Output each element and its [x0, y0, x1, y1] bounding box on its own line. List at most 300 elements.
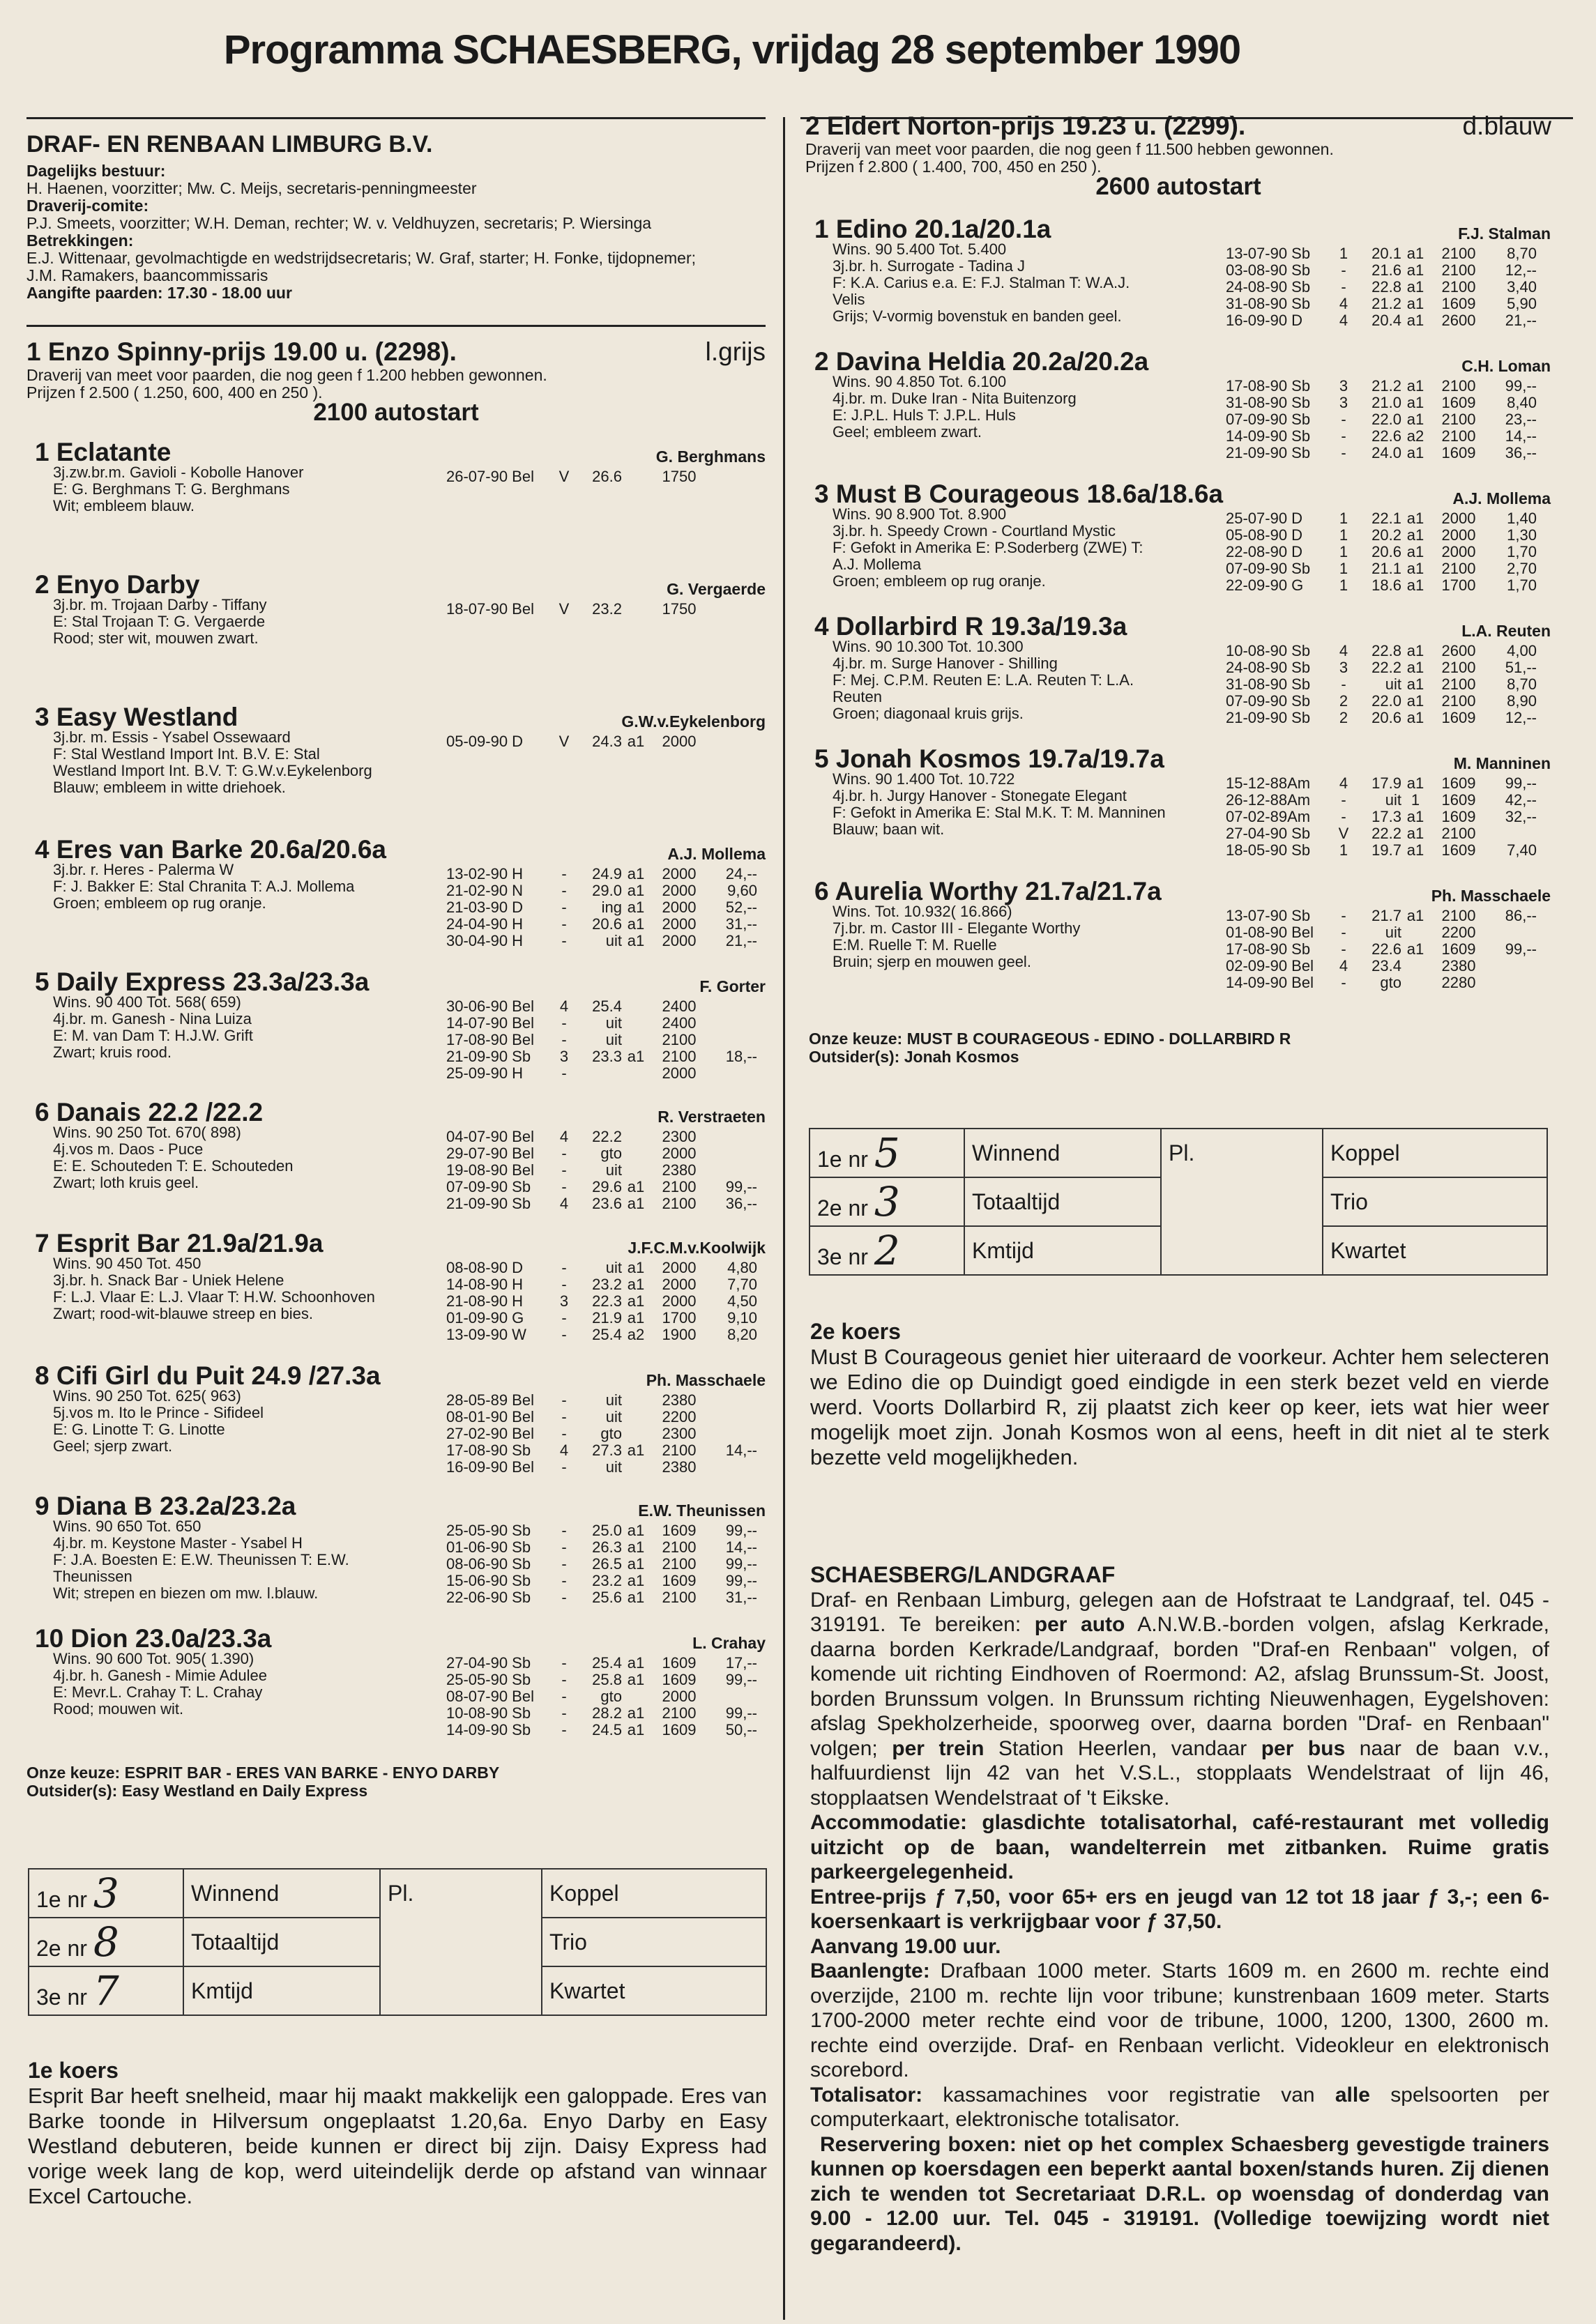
result-cell [708, 1425, 757, 1442]
result-cell: 22.8 [1371, 642, 1401, 659]
race2-distance: 2600 autostart [1095, 173, 1261, 200]
result-cell: 21-08-90 H [446, 1292, 524, 1310]
result-cell: 2000 [662, 882, 697, 899]
result-cell: 28-05-89 Bel [446, 1391, 534, 1409]
result-cell: 07-09-90 Sb [1226, 692, 1311, 710]
result-cell: 2000 [1441, 543, 1476, 560]
result-cell: 14-07-90 Bel [446, 1014, 534, 1032]
race2-hand-2[interactable]: 3 [874, 1178, 900, 1225]
result-cell: 13-07-90 Sb [1226, 245, 1311, 262]
result-cell: 16-09-90 Bel [446, 1458, 534, 1476]
result-cell: 8,70 [1507, 675, 1537, 693]
result-cell: 25.0 [592, 1522, 622, 1539]
result-cell: 23,-- [1505, 411, 1537, 428]
result-cell: - [561, 1538, 567, 1556]
result-row [1226, 428, 1537, 445]
result-row [446, 1556, 757, 1573]
result-row [1226, 527, 1537, 544]
result-cell: 25.4 [592, 1654, 622, 1672]
race1-winnend: Winnend [183, 1869, 380, 1918]
result-cell: - [1341, 808, 1346, 825]
race2-kmtijd: Kmtijd [964, 1226, 1161, 1275]
result-cell: 07-09-90 Sb [446, 1178, 531, 1195]
horse-entry [814, 480, 1551, 594]
race1-distance: 2100 autostart [313, 399, 479, 426]
result-cell: 1609 [662, 1572, 697, 1589]
horse-entry [814, 215, 1551, 329]
result-row [1226, 693, 1537, 710]
horse-name: 10 Dion 23.0a/23.3a [35, 1624, 272, 1653]
horse-info-line: F: Stal Westland Import Int. B.V. E: Stal [53, 745, 320, 763]
result-cell: 10-08-90 Sb [446, 1704, 531, 1722]
horse-entry [35, 438, 766, 514]
result-cell: 25.8 [592, 1671, 622, 1688]
result-cell: 36,-- [1505, 444, 1537, 461]
result-cell [622, 601, 650, 618]
horse-info-line: Blauw; embleem in witte driehoek. [53, 779, 286, 796]
result-cell: 2000 [662, 932, 697, 949]
result-cell: 2100 [1441, 411, 1476, 428]
result-cell [1488, 924, 1537, 941]
result-cell: 12,-- [1505, 709, 1537, 726]
result-cell: - [561, 1178, 567, 1195]
result-row [446, 1260, 757, 1276]
result-cell: 2100 [662, 1195, 697, 1212]
result-cell: - [1341, 791, 1346, 809]
result-cell: 99,-- [1505, 940, 1537, 958]
result-cell: 2100 [662, 1704, 697, 1722]
horse-info-line: Groen; embleem op rug oranje. [833, 572, 1046, 590]
result-cell: 29-07-90 Bel [446, 1145, 534, 1162]
result-cell: 4 [559, 1128, 569, 1145]
result-cell: a1 [1406, 245, 1424, 262]
horse-info-line: 7j.br. m. Castor III - Elegante Worthy [833, 919, 1081, 937]
result-cell: 15-06-90 Sb [446, 1572, 531, 1589]
result-cell: - [1341, 924, 1346, 941]
result-cell: 2100 [662, 1555, 697, 1573]
result-cell: 14-09-90 Sb [446, 1721, 531, 1738]
result-row [446, 1032, 757, 1048]
result-cell: 22.6 [1371, 427, 1401, 445]
result-cell: 2100 [1441, 278, 1476, 296]
result-cell: 27-04-90 Sb [1226, 825, 1311, 842]
result-cell: 1 [1339, 543, 1348, 560]
result-row [1226, 825, 1537, 842]
horse-info-line: F: K.A. Carius e.a. E: F.J. Stalman T: W.A.J. [833, 274, 1130, 291]
horse-info-line: E: J.P.L. Huls T: J.P.L. Huls [833, 406, 1016, 424]
result-cell: 99,-- [1505, 774, 1537, 792]
result-cell: 50,-- [725, 1721, 757, 1738]
result-cell: 2000 [662, 1145, 697, 1162]
result-cell [708, 1129, 757, 1145]
horse-info-line: 4j.br. m. Duke Iran - Nita Buitenzorg [833, 390, 1077, 407]
info-tot-c: spelsoorten per computerkaart, elektronische totalisator. [810, 2083, 1549, 2131]
result-cell: 1700 [1441, 576, 1476, 594]
result-cell: 2100 [1441, 377, 1476, 395]
result-cell: 01-06-90 Sb [446, 1538, 531, 1556]
result-cell: - [561, 899, 567, 916]
result-cell: a1 [1406, 394, 1424, 411]
result-cell [622, 1688, 650, 1705]
result-cell: 21-09-90 Sb [446, 1048, 531, 1065]
result-row [1226, 411, 1537, 428]
result-cell: - [561, 1259, 567, 1276]
result-cell: 2000 [662, 1292, 697, 1310]
result-cell: 22.0 [1371, 692, 1401, 710]
result-cell: 2000 [662, 733, 697, 750]
result-cell: 2 [1339, 709, 1348, 726]
result-cell: - [561, 1145, 567, 1162]
result-row [1226, 510, 1537, 527]
result-cell: 2300 [662, 1128, 697, 1145]
result-cell: 17-08-90 Bel [446, 1031, 534, 1048]
result-row [446, 1655, 757, 1672]
horse-info-line: Rood; ster wit, mouwen zwart. [53, 629, 259, 647]
result-cell: uit [605, 1458, 622, 1476]
result-cell: uit [605, 1259, 622, 1276]
result-cell: 01-08-90 Bel [1226, 924, 1314, 941]
race2-prizes: Prijzen f 2.800 ( 1.400, 700, 450 en 250 ). [805, 158, 1102, 176]
result-cell: 17-08-90 Sb [1226, 940, 1311, 958]
result-cell: 18-05-90 Sb [1226, 841, 1311, 859]
result-cell: 2000 [1441, 526, 1476, 544]
result-cell: a1 [1406, 526, 1424, 544]
result-cell: 26-07-90 Bel [446, 468, 534, 485]
result-cell: - [561, 1522, 567, 1539]
result-cell: 22.2 [1371, 659, 1401, 676]
result-cell: 25-05-90 Sb [446, 1522, 531, 1539]
result-cell: 1609 [1441, 295, 1476, 312]
race2-kwartet: Kwartet [1323, 1226, 1547, 1275]
result-cell: 18-07-90 Bel [446, 600, 534, 618]
result-cell: 2100 [662, 1442, 697, 1459]
race2-row1-label: 1e nr [817, 1147, 868, 1172]
race2-winnend: Winnend [964, 1129, 1161, 1177]
result-cell: uit [605, 932, 622, 949]
result-cell: 8,70 [1507, 245, 1537, 262]
horse-entry [35, 835, 766, 949]
horse-info-line: 4j.br. m. Keystone Master - Ysabel H [53, 1534, 303, 1552]
result-cell: a1 [1406, 940, 1424, 958]
horse-results-table [446, 1392, 757, 1476]
horse-results-table [1226, 908, 1537, 991]
result-cell: a1 [627, 1522, 645, 1539]
horse-trainer: C.H. Loman [1461, 357, 1551, 375]
result-cell: 24-04-90 H [446, 915, 524, 933]
result-row [1226, 643, 1537, 659]
horse-entry [35, 1492, 766, 1606]
race1-hand-2[interactable]: 8 [93, 1918, 119, 1966]
result-cell: 2100 [1441, 659, 1476, 676]
horse-info-line: E: G. Berghmans T: G. Berghmans [53, 480, 290, 498]
horse-info-line: Groen; diagonaal kruis grijs. [833, 705, 1024, 722]
result-cell: 22-08-90 D [1226, 543, 1303, 560]
horse-info-line: F: J. Bakker E: Stal Chranita T: A.J. Mollema [53, 878, 355, 895]
race2-bet-table [809, 1128, 1548, 1276]
result-cell: a1 [627, 1538, 645, 1556]
result-cell: 22-06-90 Sb [446, 1589, 531, 1606]
result-cell: - [1341, 444, 1346, 461]
result-cell: 04-07-90 Bel [446, 1128, 534, 1145]
result-cell: 20.4 [1371, 312, 1401, 329]
horse-info-line: 3j.br. m. Trojaan Darby - Tiffany [53, 596, 267, 613]
result-cell: 1 [1339, 576, 1348, 594]
race1-conditions: Draverij van meet voor paarden, die nog geen f 1.200 hebben gewonnen. [26, 366, 547, 384]
result-cell: a1 [627, 882, 645, 899]
result-cell [576, 1065, 622, 1082]
horse-trainer: F.J. Stalman [1458, 224, 1551, 243]
result-cell: 15-12-88Am [1226, 774, 1311, 792]
result-cell: 8,40 [1507, 394, 1537, 411]
result-cell: 31-08-90 Sb [1226, 675, 1311, 693]
race1-keuze: Onze keuze: ESPRIT BAR - ERES VAN BARKE - ENYO DARBY [26, 1764, 500, 1782]
horse-trainer: A.J. Mollema [667, 845, 766, 863]
race2-totaaltijd: Totaaltijd [964, 1177, 1161, 1226]
horse-winnings: Wins. 90 250 Tot. 625( 963) [53, 1387, 241, 1405]
race2-koppel: Koppel [1323, 1129, 1547, 1177]
result-cell: 2380 [662, 1391, 697, 1409]
race2-koers-title: 2e koers [810, 1319, 901, 1344]
result-row [1226, 710, 1537, 726]
result-cell: 22.6 [1371, 940, 1401, 958]
result-cell: 1609 [1441, 394, 1476, 411]
horse-trainer: G.W.v.Eykelenborg [621, 712, 766, 731]
result-row [446, 998, 757, 1015]
result-cell: 4 [1339, 295, 1348, 312]
horse-info-line: 4j.br. h. Ganesh - Mimie Adulee [53, 1667, 267, 1684]
race1-koers-text: Esprit Bar heeft snelheid, maar hij maakt makkelijk een galoppade. Eres van Barke toonde in Hilversum ongeplaatst 1.20,6a. Enyo Darby en Easy Westland debuteren, beide kunnen er direct bij zijn. Daisy Express had vorige week lang de kop, werd uiteindelijk derde op afstand van winnaar Excel Cartouche. [28, 2084, 767, 2208]
race2-keuze-block [809, 1030, 1548, 1066]
bestuur-text: H. Haenen, voorzitter; Mw. C. Meijs, secretaris-penningmeester [26, 179, 477, 197]
info-directions-c: A.N.W.B.-borden volgen, afslag Kerkrade, daarna borden Kerkrade/Landgraaf, borden "Draf-en Renbaan" volgen, of komende uit richting Eindhoven of Roermond: A2, afslag Brunssum-St. Joost, borden Brunssum volgen. In Brunssum richting Nieuwenhagen, Eygelshoven: afslag Spekholzerheide, spoorweg over, daarna borden "Draf- en Renbaan" volgen; [810, 1613, 1549, 1760]
horse-trainer: G. Vergaerde [667, 580, 766, 598]
result-cell: 14,-- [725, 1442, 757, 1459]
result-cell: 21-09-90 Sb [1226, 444, 1311, 461]
result-cell: 4,50 [727, 1292, 757, 1310]
result-cell: a1 [627, 1671, 645, 1688]
result-cell: 42,-- [1505, 791, 1537, 809]
horse-info-line: Rood; mouwen wit. [53, 1700, 184, 1718]
result-cell [708, 1015, 757, 1032]
race1-row3-label: 3e nr [36, 1985, 87, 2010]
info-baanlengte [810, 1959, 1549, 2083]
race2-hand-3[interactable]: 2 [874, 1227, 900, 1274]
result-cell [1401, 974, 1429, 991]
result-cell: 1750 [662, 468, 697, 485]
race2-hand-1[interactable]: 5 [874, 1129, 900, 1177]
result-cell: 31,-- [725, 915, 757, 933]
result-cell: 08-07-90 Bel [446, 1688, 534, 1705]
result-cell: 14-09-90 Bel [1226, 974, 1314, 991]
result-cell [1488, 825, 1537, 842]
result-cell [1488, 974, 1537, 991]
race1-hand-3[interactable]: 7 [93, 1967, 119, 2015]
result-cell: a1 [627, 1555, 645, 1573]
result-cell: 99,-- [725, 1572, 757, 1589]
result-cell [622, 1459, 650, 1476]
result-row [446, 1179, 757, 1195]
race2-row2-label: 2e nr [817, 1195, 868, 1221]
result-cell: a1 [627, 1048, 645, 1065]
result-cell: 20.1 [1371, 245, 1401, 262]
result-cell: 25-09-90 H [446, 1064, 524, 1082]
result-cell: 24.9 [592, 865, 622, 882]
result-row [446, 1129, 757, 1145]
horse-info-line: E: Mevr.L. Crahay T: L. Crahay [53, 1683, 263, 1701]
race1-row1 [29, 1869, 183, 1918]
result-cell: 22.3 [592, 1292, 622, 1310]
result-cell: 2100 [1441, 560, 1476, 577]
result-cell [708, 1162, 757, 1179]
race1-kwartet: Kwartet [542, 1966, 766, 2015]
info-reservering: Reservering boxen: niet op het complex Schaesberg gevestigde trainers kunnen op koersdagen een beperkt aantal boxen/stands huren. Zij dienen zich te wenden tot Secretariaat D.R.L. op woensdag of donderdag van 9.00 - 12.00 uur. Tel. 045 - 319191. (Volledige toewijzing wordt niet gegarandeerd). [810, 2132, 1549, 2255]
info-directions-e: Station Heerlen, vandaar [984, 1736, 1261, 1760]
result-cell: 7,40 [1507, 841, 1537, 859]
result-cell: 2300 [662, 1425, 697, 1442]
result-cell: 21.2 [1371, 377, 1401, 395]
result-cell: - [561, 1721, 567, 1738]
result-cell: 13-09-90 W [446, 1326, 526, 1343]
result-cell [708, 601, 757, 618]
result-cell: 24-08-90 Sb [1226, 659, 1311, 676]
result-cell: 19-08-90 Bel [446, 1161, 534, 1179]
result-cell: 99,-- [725, 1671, 757, 1688]
result-row [1226, 577, 1537, 594]
result-cell: 1609 [1441, 808, 1476, 825]
horse-info-line: 3j.br. h. Snack Bar - Uniek Helene [53, 1271, 284, 1289]
result-cell: 21.9 [592, 1309, 622, 1327]
result-cell: 27.3 [592, 1442, 622, 1459]
result-cell: 2000 [662, 865, 697, 882]
result-cell: V [1338, 825, 1349, 842]
result-row [446, 1522, 757, 1539]
result-cell: 16-09-90 D [1226, 312, 1303, 329]
result-cell [1401, 924, 1429, 941]
horse-entry [35, 570, 766, 647]
result-cell: 23.2 [592, 1276, 622, 1293]
top-rule-left [26, 117, 766, 119]
horse-info-line: Geel; embleem zwart. [833, 423, 982, 441]
info-per-trein: per trein [892, 1736, 985, 1760]
result-cell: 1 [1339, 245, 1348, 262]
result-cell: 14,-- [725, 1538, 757, 1556]
result-cell: 1609 [1441, 709, 1476, 726]
horse-results-table [1226, 510, 1537, 594]
bestuur-label: Dagelijks bestuur: [26, 162, 166, 180]
result-cell: 4,00 [1507, 642, 1537, 659]
race1-hand-1[interactable]: 3 [93, 1870, 119, 1917]
race1-pl: Pl. [380, 1869, 542, 2015]
result-row [1226, 842, 1537, 859]
result-row [446, 1722, 757, 1738]
result-row [446, 1688, 757, 1705]
result-row [1226, 809, 1537, 825]
result-row [1226, 560, 1537, 577]
result-cell [622, 1425, 650, 1442]
horse-trainer: Ph. Masschaele [1431, 887, 1551, 905]
result-row [446, 1293, 757, 1310]
result-cell: 8,20 [727, 1326, 757, 1343]
result-cell: a1 [1406, 709, 1424, 726]
result-cell: 1609 [662, 1654, 697, 1672]
horse-results-table [446, 998, 757, 1082]
horse-winnings: Wins. 90 4.850 Tot. 6.100 [833, 373, 1007, 390]
result-cell: 2100 [1441, 261, 1476, 279]
result-cell: 29.6 [592, 1178, 622, 1195]
result-cell: 20.6 [1371, 709, 1401, 726]
result-cell: 1900 [662, 1326, 697, 1343]
result-cell: 2100 [1441, 427, 1476, 445]
horse-winnings: Wins. 90 600 Tot. 905( 1.390) [53, 1650, 254, 1667]
result-cell [708, 468, 757, 485]
info-title: SCHAESBERG/LANDGRAAF [810, 1562, 1116, 1587]
race1-header [26, 337, 766, 427]
horse-trainer: L. Crahay [692, 1634, 766, 1652]
result-cell: 20.6 [1371, 543, 1401, 560]
result-cell: 31,-- [725, 1589, 757, 1606]
result-cell: 17-08-90 Sb [446, 1442, 531, 1459]
result-cell: 01-09-90 G [446, 1309, 524, 1327]
result-cell: a2 [627, 1326, 645, 1343]
result-cell: 1609 [1441, 791, 1476, 809]
result-cell [622, 1065, 650, 1082]
result-row [446, 866, 757, 882]
horse-info-line: Reuten [833, 688, 882, 705]
result-cell: 14-09-90 Sb [1226, 427, 1311, 445]
race1-totaaltijd: Totaaltijd [183, 1918, 380, 1966]
result-cell [622, 1032, 650, 1048]
result-cell: a1 [1406, 295, 1424, 312]
result-cell: 25-05-90 Sb [446, 1671, 531, 1688]
result-cell: 05-08-90 D [1226, 526, 1303, 544]
result-cell: gto [1380, 974, 1401, 991]
horse-info-line: 3j.br. h. Surrogate - Tadina J [833, 257, 1025, 275]
result-cell: 13-07-90 Sb [1226, 907, 1311, 924]
result-cell: 14,-- [1505, 427, 1537, 445]
result-cell: 26.5 [592, 1555, 622, 1573]
horse-trainer: M. Manninen [1453, 754, 1551, 772]
result-cell: 21-02-90 N [446, 882, 524, 899]
race2-header [805, 112, 1551, 201]
horse-info-line: Bruin; sjerp en mouwen geel. [833, 953, 1031, 970]
info-aanvang: Aanvang 19.00 uur. [810, 1934, 1001, 1958]
result-cell: a1 [1406, 576, 1424, 594]
result-cell: 22.2 [592, 1128, 622, 1145]
result-row [1226, 908, 1537, 924]
result-cell: 30-06-90 Bel [446, 997, 534, 1015]
horse-info-line: Blauw; baan wit. [833, 820, 945, 838]
result-cell: 2280 [1441, 974, 1476, 991]
horse-results-table [446, 733, 757, 750]
result-cell: 8,90 [1507, 692, 1537, 710]
result-cell: - [561, 1572, 567, 1589]
horse-name: 2 Enyo Darby [35, 570, 200, 599]
horse-info-line: Geel; sjerp zwart. [53, 1437, 173, 1455]
horse-winnings: Wins. 90 650 Tot. 650 [53, 1518, 202, 1535]
result-cell: a1 [1406, 659, 1424, 676]
race1-koppel: Koppel [542, 1869, 766, 1918]
horse-info-line: 4j.vos m. Daos - Puce [53, 1140, 204, 1158]
horse-info-line: 4j.br. m. Ganesh - Nina Luiza [53, 1010, 252, 1027]
horse-info-line: 3j.br. r. Heres - Palerma W [53, 861, 234, 878]
result-cell: 9,10 [727, 1309, 757, 1327]
result-cell: uit [605, 1161, 622, 1179]
result-row [1226, 296, 1537, 312]
info-tot-a: kassamachines voor registratie van [922, 2083, 1335, 2107]
result-cell: 1609 [662, 1671, 697, 1688]
org-name: DRAF- EN RENBAAN LIMBURG B.V. [26, 131, 433, 158]
result-cell: 99,-- [725, 1522, 757, 1539]
